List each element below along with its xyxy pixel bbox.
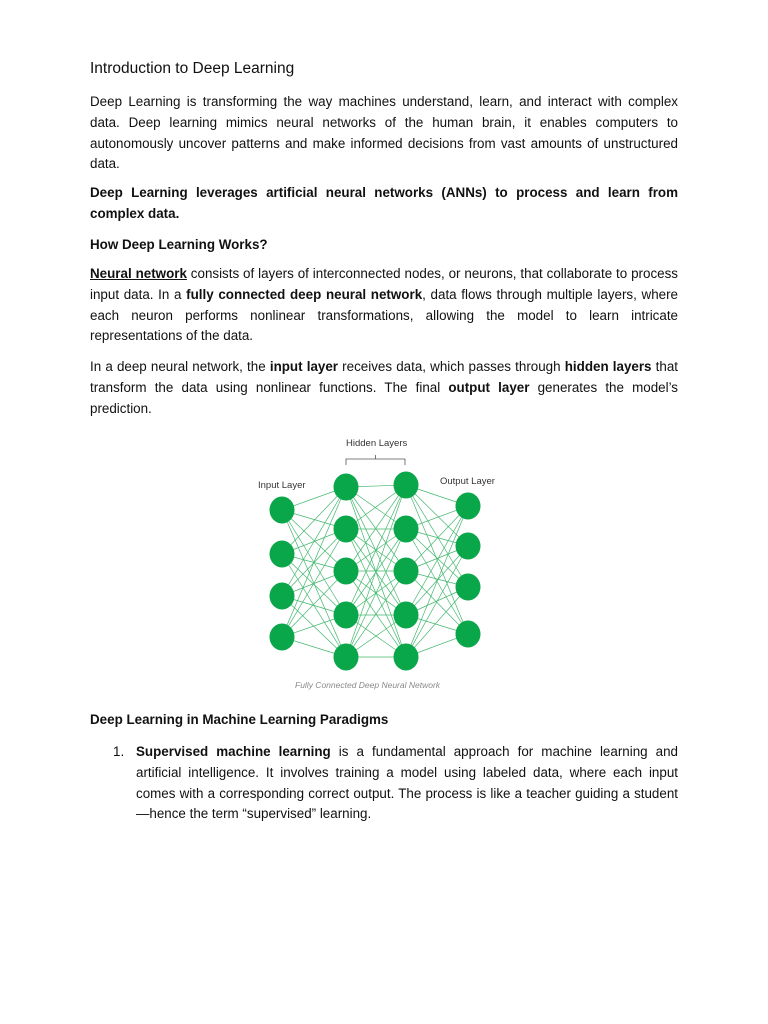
neural-network-term: Neural network: [90, 266, 187, 281]
list-item: [90, 742, 678, 825]
hidden1-neuron: [334, 474, 359, 501]
hidden1-neuron: [334, 516, 359, 543]
neural-network-figure: [255, 432, 505, 692]
intro-paragraph: Deep Learning is transforming the way machines understand, learn, and interact with complex data. Deep learning mimics neural networks of the human brain, it enables computers to autonomously uncover patterns and make informed decisions from vast amounts of unstructured data.: [90, 94, 678, 172]
hidden2-neuron: [394, 602, 419, 629]
hidden2-neuron: [394, 516, 419, 543]
fully-connected-term: fully connected deep neural network: [186, 286, 423, 302]
output-layer-term: output layer: [448, 379, 530, 395]
figure-caption: Fully Connected Deep Neural Network: [295, 680, 441, 690]
output-neuron: [456, 533, 481, 560]
input-neuron: [270, 624, 295, 651]
list-number: 1.: [113, 744, 125, 759]
text-segment: is a fundamental approach for machine learning and artificial intelligence. It involves training a model using labeled data, where each input comes with a corresponding correct output. The process is like a teacher guiding a student—hence the term “supervised” learning.: [136, 744, 678, 822]
document-title: Introduction to Deep Learning: [90, 60, 295, 77]
hidden-layers-term: hidden layers: [564, 359, 652, 374]
input-neuron: [270, 583, 295, 610]
list-text: [136, 742, 678, 825]
neural-network-diagram: [255, 432, 505, 692]
input-neuron: [270, 497, 295, 524]
paradigms-heading: Deep Learning in Machine Learning Paradigms: [90, 712, 389, 727]
text-segment: In a deep neural network, the: [90, 359, 270, 374]
hidden2-neuron: [394, 472, 419, 499]
layers-paragraph: [90, 357, 678, 419]
text-segment: that transform the data using nonlinear functions. The final: [90, 359, 679, 395]
output-neuron: [456, 574, 481, 601]
text-segment: receives data, which passes through: [338, 359, 565, 374]
input-layer-term: input layer: [269, 359, 339, 374]
neural-network-paragraph: [90, 264, 678, 347]
input-neuron: [270, 541, 295, 568]
output-neuron: [456, 493, 481, 520]
connections: [282, 485, 468, 657]
hidden1-neuron: [334, 558, 359, 585]
output-layer-label: Output Layer: [440, 476, 495, 487]
hidden-layers-bracket: [346, 455, 405, 465]
hidden-layers-label: Hidden Layers: [346, 438, 408, 449]
hidden2-neuron: [394, 644, 419, 671]
hidden1-neuron: [334, 602, 359, 629]
supervised-learning-term: Supervised machine learning: [136, 744, 331, 759]
hidden2-neuron: [394, 558, 419, 585]
output-neuron: [456, 621, 481, 648]
text-segment: consists of layers of interconnected nodes, or neurons, that collaborate to process input data. In a: [90, 266, 678, 302]
how-it-works-heading: How Deep Learning Works?: [90, 237, 268, 252]
text-segment: generates the model’s prediction.: [90, 379, 678, 416]
ann-statement: Deep Learning leverages artificial neural networks (ANNs) to process and learn from complex data.: [90, 185, 678, 221]
text-segment: , data flows through multiple layers, where each neuron performs nonlinear transformations, allowing the model to learn intricate representations of the data.: [90, 286, 678, 344]
hidden1-neuron: [334, 644, 359, 671]
input-layer-label: Input Layer: [258, 480, 306, 491]
